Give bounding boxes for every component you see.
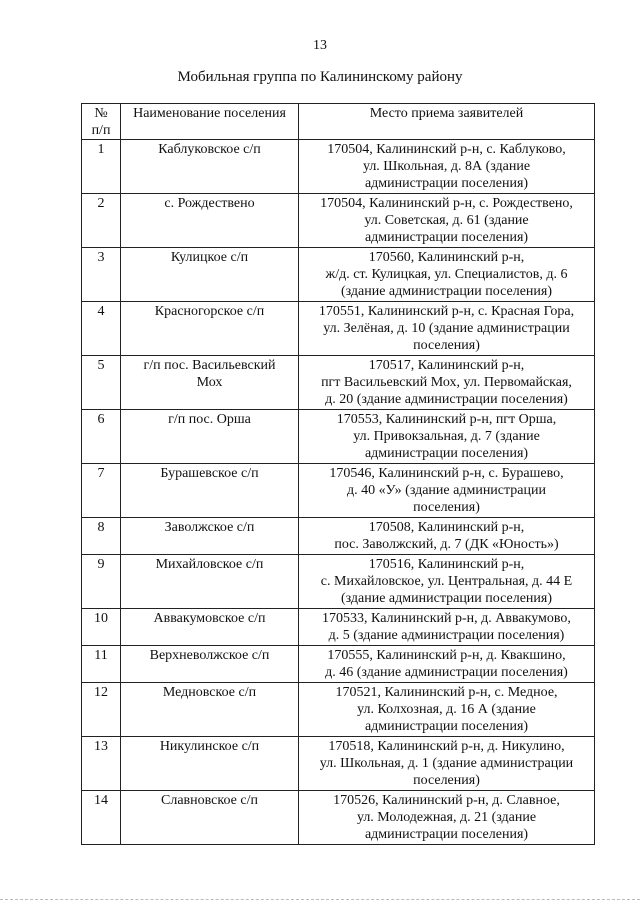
settlement-name: Никулинское с/п: [121, 737, 299, 791]
reception-place: 170508, Калининский р-н, пос. Заволжский, д. 7 (ДК «Юность»): [299, 518, 595, 555]
reception-place: 170526, Калининский р-н, д. Славное, ул. Молодежная, д. 21 (здание администрации поселения): [299, 791, 595, 845]
reception-place: 170560, Калининский р-н, ж/д. ст. Кулицкая, ул. Специалистов, д. 6 (здание администрации поселения): [299, 248, 595, 302]
table-row: [82, 683, 595, 737]
table-row: [82, 646, 595, 683]
scan-edge-line: [0, 899, 640, 903]
settlement-name: г/п пос. Орша: [121, 410, 299, 464]
table-row: [82, 737, 595, 791]
row-number: 3: [82, 248, 121, 302]
settlement-name: Славновское с/п: [121, 791, 299, 845]
reception-place: 170546, Калининский р-н, с. Бурашево, д. 40 «У» (здание администрации поселения): [299, 464, 595, 518]
settlement-name: Красногорское с/п: [121, 302, 299, 356]
table-row: [82, 248, 595, 302]
header-reception-place: Место приема заявителей: [299, 104, 595, 140]
row-number: 5: [82, 356, 121, 410]
row-number: 9: [82, 555, 121, 609]
table-row: [82, 518, 595, 555]
reception-places-table: [81, 103, 595, 845]
header-settlement-name: Наименование поселения: [121, 104, 299, 140]
row-number: 13: [82, 737, 121, 791]
table-row: [82, 302, 595, 356]
row-number: 4: [82, 302, 121, 356]
row-number: 14: [82, 791, 121, 845]
row-number: 2: [82, 194, 121, 248]
reception-place: 170517, Калининский р-н, пгт Васильевский Мох, ул. Первомайская, д. 20 (здание администрации поселения): [299, 356, 595, 410]
settlement-name: г/п пос. Васильевский Мох: [121, 356, 299, 410]
reception-place: 170533, Калининский р-н, д. Аввакумово, д. 5 (здание администрации поселения): [299, 609, 595, 646]
table-row: [82, 555, 595, 609]
row-number: 1: [82, 140, 121, 194]
row-number: 8: [82, 518, 121, 555]
settlement-name: с. Рождествено: [121, 194, 299, 248]
reception-place: 170555, Калининский р-н, д. Квакшино, д. 46 (здание администрации поселения): [299, 646, 595, 683]
settlement-name: Кулицкое с/п: [121, 248, 299, 302]
page-number: 13: [313, 38, 327, 53]
reception-place: 170553, Калининский р-н, пгт Орша, ул. Привокзальная, д. 7 (здание администрации поселения): [299, 410, 595, 464]
settlement-name: Бурашевское с/п: [121, 464, 299, 518]
reception-place: 170521, Калининский р-н, с. Медное, ул. Колхозная, д. 16 А (здание администрации поселения): [299, 683, 595, 737]
row-number: 10: [82, 609, 121, 646]
table-row: [82, 410, 595, 464]
table-row: [82, 464, 595, 518]
settlement-name: Медновское с/п: [121, 683, 299, 737]
reception-place: 170516, Калининский р-н, с. Михайловское, ул. Центральная, д. 44 Е (здание администрации поселения): [299, 555, 595, 609]
row-number: 6: [82, 410, 121, 464]
table-row: [82, 609, 595, 646]
settlement-name: Заволжское с/п: [121, 518, 299, 555]
reception-place: 170504, Калининский р-н, с. Рождествено, ул. Советская, д. 61 (здание администрации поселения): [299, 194, 595, 248]
table-row: [82, 140, 595, 194]
table-row: [82, 791, 595, 845]
table-row: [82, 194, 595, 248]
settlement-name: Каблуковское с/п: [121, 140, 299, 194]
row-number: 7: [82, 464, 121, 518]
header-number: № п/п: [82, 104, 121, 140]
settlement-name: Аввакумовское с/п: [121, 609, 299, 646]
reception-place: 170551, Калининский р-н, с. Красная Гора, ул. Зелёная, д. 10 (здание администрации поселения): [299, 302, 595, 356]
table-header-row: [82, 104, 595, 140]
table-row: [82, 356, 595, 410]
row-number: 11: [82, 646, 121, 683]
document-title: Мобильная группа по Калининскому району: [177, 69, 463, 85]
settlement-name: Михайловское с/п: [121, 555, 299, 609]
reception-place: 170518, Калининский р-н, д. Никулино, ул. Школьная, д. 1 (здание администрации поселения): [299, 737, 595, 791]
reception-place: 170504, Калининский р-н, с. Каблуково, ул. Школьная, д. 8А (здание администрации поселения): [299, 140, 595, 194]
settlement-name: Верхневолжское с/п: [121, 646, 299, 683]
row-number: 12: [82, 683, 121, 737]
